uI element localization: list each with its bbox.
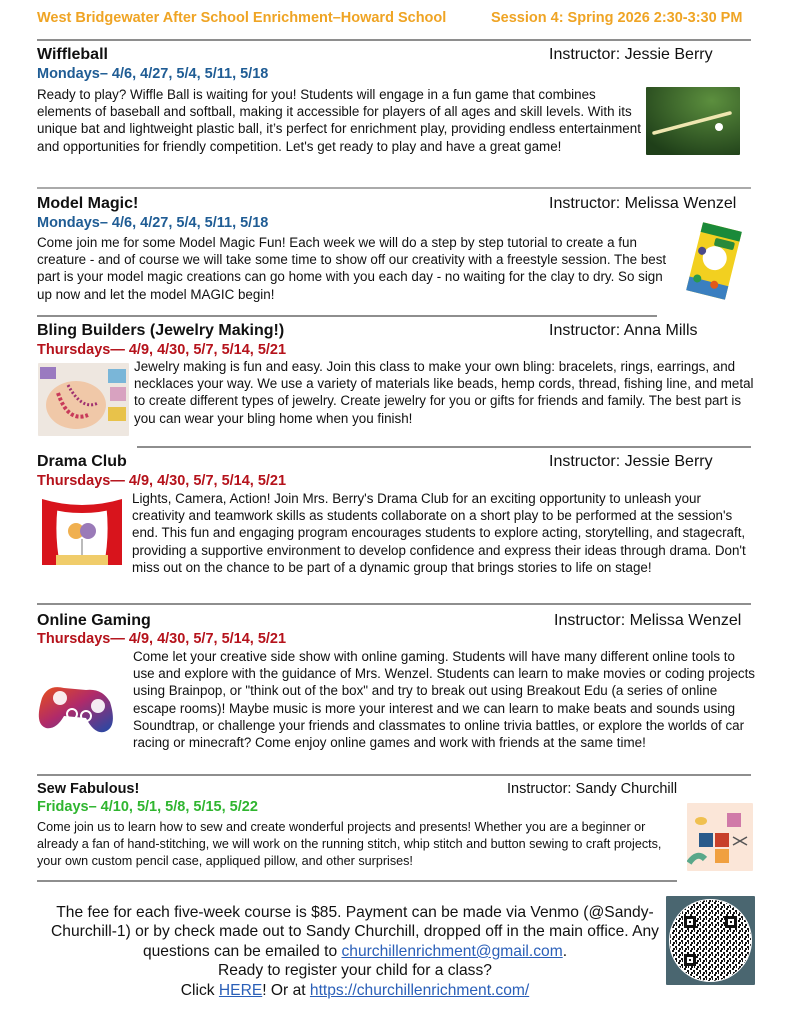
divider — [37, 880, 677, 882]
course-dates: Thursdays— 4/9, 4/30, 5/7, 5/14, 5/21 — [37, 342, 287, 358]
divider — [37, 187, 751, 189]
contact-email-link[interactable]: churchillenrichment@gmail.com — [341, 942, 563, 960]
course-dates: Thursdays— 4/9, 4/30, 5/7, 5/14, 5/21 — [37, 631, 287, 647]
course-dates: Mondays– 4/6, 4/27, 5/4, 5/11, 5/18 — [37, 215, 269, 231]
registration-info — [38, 903, 672, 1000]
divider — [37, 315, 657, 317]
click-label: Click — [180, 981, 219, 999]
course-dates: Mondays– 4/6, 4/27, 5/4, 5/11, 5/18 — [37, 66, 269, 82]
or-at-label: ! Or at — [262, 981, 310, 999]
course-description: Ready to play? Wiffle Ball is waiting for you! Students will engage in a fun game that combines elements of baseball and softball, making it accessible for players of all ages and skill levels. With its unique bat and lightweight plastic ball, it’s perfect for enrichment play, providing endless entertainment and opportunities for friendly competition. Let's get ready to play and have a great game! — [37, 87, 641, 154]
divider — [37, 774, 751, 776]
course-instructor: Instructor: Melissa Wenzel — [549, 195, 737, 212]
page-header — [37, 10, 757, 26]
course-description: Come let your creative side show with online gaming. Students will have many different online tools to use and explore with the guidance of Mrs. Wenzel. Students can learn to make movies or coding projects using Brainpop, or "think out of the box" and try to break out using Breakout Edu (a series of online escape rooms)! Maybe music is more your interest and we can learn to make beats and sounds using Soundtrap, or challenge your friends and classmates to online trivia battles, or explore the worlds of car racing or minecraft? Come enjoy online games and work with friends at the same time! — [133, 649, 756, 751]
program-title: West Bridgewater After School Enrichment–Howard School — [37, 10, 447, 26]
course-description: Lights, Camera, Action! Join Mrs. Berry's Drama Club for an exciting opportunity to unleash your creativity and teamwork skills as students collaborate on a short play to be performed at the session's end. This fun and engaging program encourages students to explore acting, storytelling, and stagecraft, providing a supportive environment to develop confidence and express their ideas through drama. Don't miss out on the chance to be part of a dynamic group that brings stories to life on stage! — [132, 491, 746, 575]
divider — [137, 446, 751, 448]
course-dates: Thursdays— 4/9, 4/30, 5/7, 5/14, 5/21 — [37, 473, 287, 489]
course-title: Sew Fabulous! — [37, 781, 140, 797]
course-instructor: Instructor: Melissa Wenzel — [554, 612, 742, 629]
course-dates: Fridays– 4/10, 5/1, 5/8, 5/15, 5/22 — [37, 799, 258, 815]
model-magic-package-image — [680, 222, 748, 300]
course-title: Wiffleball — [37, 46, 108, 63]
course-instructor: Instructor: Sandy Churchill — [507, 781, 678, 797]
course-instructor: Instructor: Anna Mills — [549, 322, 698, 339]
qr-code[interactable] — [666, 896, 755, 985]
punctuation: . — [562, 942, 568, 960]
wiffle-bat-ball-image — [646, 87, 740, 155]
register-prompt: Ready to register your child for a class? — [218, 962, 492, 980]
course-description: Come join us to learn how to sew and create wonderful projects and presents! Whether you are a beginner or already a fan of hand-stitching, we will work on the running stitch, whip stitch and button sewing to craft projects, your own custom pencil case, appliqued pillow, and other surprises! — [37, 820, 662, 868]
session-info: Session 4: Spring 2026 2:30-3:30 PM — [491, 10, 743, 26]
game-controller-image — [28, 668, 122, 744]
sewing-projects-image — [687, 803, 753, 871]
theater-stage-image — [38, 495, 126, 570]
course-title: Online Gaming — [37, 612, 151, 629]
register-here-link[interactable]: HERE — [218, 981, 263, 999]
course-title: Drama Club — [37, 453, 127, 470]
course-title: Bling Builders (Jewelry Making!) — [37, 322, 285, 339]
course-instructor: Instructor: Jessie Berry — [549, 453, 713, 470]
course-instructor: Instructor: Jessie Berry — [549, 46, 713, 63]
jewelry-beads-image — [38, 363, 129, 436]
divider — [37, 603, 751, 605]
fee-text: The fee for each five-week course is $85. Payment can be made via Venmo (@Sandy-Churchill-1) or by check made out to Sandy Churchill, dropped off in the main office. Any questions can be emailed to — [51, 904, 659, 960]
divider — [37, 39, 751, 41]
course-description: Come join me for some Model Magic Fun! Each week we will do a step by step tutorial to create a fun creature - and of course we will take some time to show off our creativity with a freestyle session. The best part is your model magic creations can go home with you each day - no waiting for the clay to dry. So sign up now and let the model MAGIC begin! — [37, 235, 667, 302]
course-description: Jewelry making is fun and easy. Join this class to make your own bling: bracelets, rings, earrings, and necklaces your way. We use a variety of materials like beads, hemp cords, thread, fishing line, and metal to create different types of jewelry. Create jewelry for you or gifts for friends and family. The best part is you can wear your bling home when you finish! — [134, 359, 754, 426]
course-title: Model Magic! — [37, 195, 139, 212]
website-link[interactable]: https://churchillenrichment.com/ — [309, 981, 530, 999]
